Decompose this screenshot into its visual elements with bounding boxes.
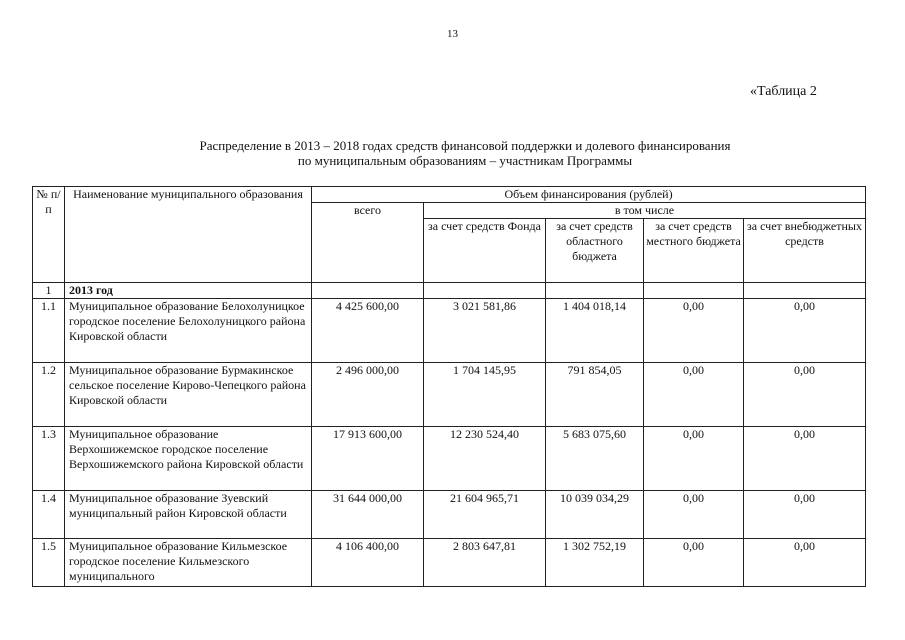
section-num: 1 <box>33 283 65 299</box>
header-fund: за счет средств Фонда <box>424 219 546 283</box>
header-total: всего <box>312 203 424 283</box>
row-local-value: 0,00 <box>644 539 744 587</box>
row-name: Муниципальное образование Бурмакинское сельское поселение Кирово-Чепецкого района Кировской области <box>65 363 312 427</box>
row-fund-value: 21 604 965,71 <box>424 491 546 539</box>
row-fund-value: 12 230 524,40 <box>424 427 546 491</box>
table-row <box>33 491 866 539</box>
row-total-value: 4 106 400,00 <box>312 539 424 587</box>
row-total-value: 17 913 600,00 <box>312 427 424 491</box>
row-total-value: 4 425 600,00 <box>312 299 424 363</box>
empty-cell <box>744 283 866 299</box>
empty-cell <box>546 283 644 299</box>
row-extra-value: 0,00 <box>744 363 866 427</box>
title-line-1: Распределение в 2013 – 2018 годах средств финансовой поддержки и долевого финансирования <box>199 138 731 153</box>
header-local: за счет средств местного бюджета <box>644 219 744 283</box>
row-regional-value: 5 683 075,60 <box>546 427 644 491</box>
row-num: 1.2 <box>33 363 65 427</box>
row-name: Муниципальное образование Зуевский муниципальный район Кировской области <box>65 491 312 539</box>
header-num: № п/п <box>33 187 65 283</box>
section-label: 2013 год <box>65 283 312 299</box>
row-extra-value: 0,00 <box>744 427 866 491</box>
row-name: Муниципальное образование Верхошижемское городское поселение Верхошижемского района Кировской области <box>65 427 312 491</box>
financing-table <box>32 186 866 587</box>
row-local-value: 0,00 <box>644 299 744 363</box>
table-row <box>33 299 866 363</box>
title-line-2: по муниципальным образованиям – участникам Программы <box>297 153 633 168</box>
row-regional-value: 10 039 034,29 <box>546 491 644 539</box>
row-num: 1.5 <box>33 539 65 587</box>
table-row <box>33 427 866 491</box>
row-extra-value: 0,00 <box>744 539 866 587</box>
row-fund-value: 1 704 145,95 <box>424 363 546 427</box>
row-extra-value: 0,00 <box>744 299 866 363</box>
table-row <box>33 539 866 587</box>
row-name: Муниципальное образование Белохолуницкое городское поселение Белохолуницкого района Кировской области <box>65 299 312 363</box>
row-num: 1.4 <box>33 491 65 539</box>
header-including: в том числе <box>424 203 866 219</box>
row-name: Муниципальное образование Кильмезское городское поселение Кильмезского муниципального <box>65 539 312 587</box>
table-reference: «Таблица 2 <box>750 84 817 99</box>
row-total-value: 31 644 000,00 <box>312 491 424 539</box>
row-local-value: 0,00 <box>644 491 744 539</box>
empty-cell <box>644 283 744 299</box>
row-regional-value: 1 404 018,14 <box>546 299 644 363</box>
row-num: 1.1 <box>33 299 65 363</box>
row-fund-value: 3 021 581,86 <box>424 299 546 363</box>
row-extra-value: 0,00 <box>744 491 866 539</box>
row-total-value: 2 496 000,00 <box>312 363 424 427</box>
document-title <box>100 138 830 168</box>
row-local-value: 0,00 <box>644 427 744 491</box>
row-fund-value: 2 803 647,81 <box>424 539 546 587</box>
section-row <box>33 283 866 299</box>
row-regional-value: 1 302 752,19 <box>546 539 644 587</box>
empty-cell <box>424 283 546 299</box>
table-row <box>33 363 866 427</box>
header-regional: за счет средств областного бюджета <box>546 219 644 283</box>
row-regional-value: 791 854,05 <box>546 363 644 427</box>
page-number: 13 <box>447 28 458 40</box>
header-extra: за счет внебюджетных средств <box>744 219 866 283</box>
row-local-value: 0,00 <box>644 363 744 427</box>
header-name: Наименование муниципального образования <box>65 187 312 283</box>
empty-cell <box>312 283 424 299</box>
header-volume: Объем финансирования (рублей) <box>312 187 866 203</box>
row-num: 1.3 <box>33 427 65 491</box>
